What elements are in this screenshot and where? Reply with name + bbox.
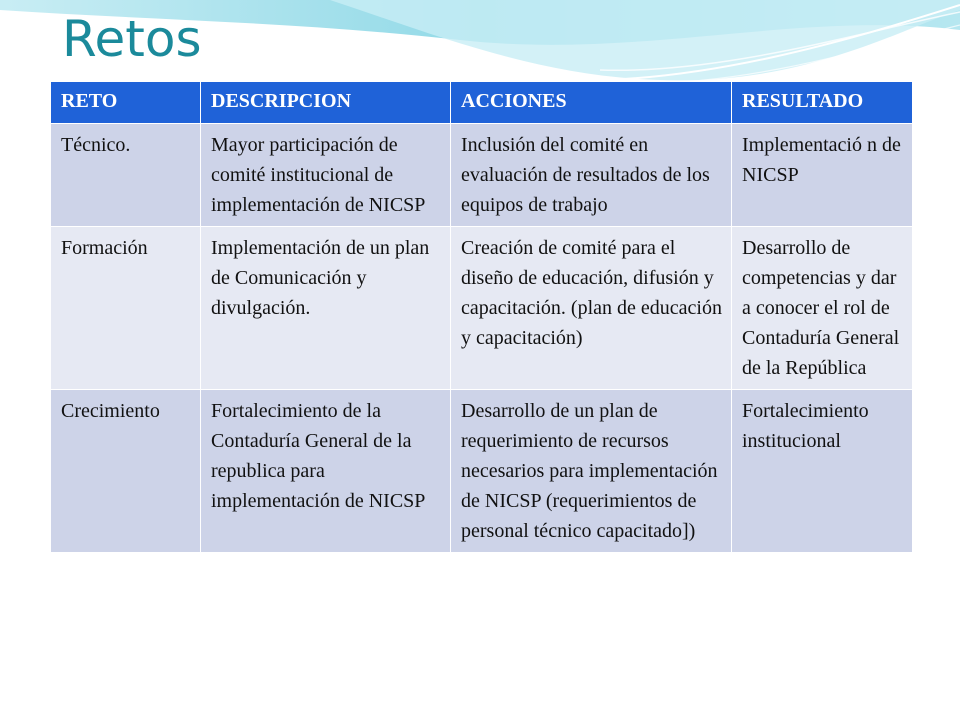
table-header-row [51, 82, 913, 124]
table-row [51, 390, 913, 553]
header-descripcion: DESCRIPCION [201, 82, 451, 124]
cell-acciones: Inclusión del comité en evaluación de resultados de los equipos de trabajo [451, 124, 732, 227]
cell-reto: Crecimiento [51, 390, 201, 553]
header-acciones: ACCIONES [451, 82, 732, 124]
table-row [51, 227, 913, 390]
cell-resultado: Implementació n de NICSP [732, 124, 913, 227]
slide-title: Retos [62, 10, 202, 68]
header-reto: RETO [51, 82, 201, 124]
cell-descripcion: Fortalecimiento de la Contaduría General de la republica para implementación de NICSP [201, 390, 451, 553]
retos-table [50, 81, 913, 553]
cell-acciones: Creación de comité para el diseño de educación, difusión y capacitación. (plan de educación y capacitación) [451, 227, 732, 390]
cell-reto: Formación [51, 227, 201, 390]
cell-descripcion: Implementación de un plan de Comunicación y divulgación. [201, 227, 451, 390]
cell-reto: Técnico. [51, 124, 201, 227]
cell-descripcion: Mayor participación de comité institucional de implementación de NICSP [201, 124, 451, 227]
cell-resultado: Desarrollo de competencias y dar a conocer el rol de Contaduría General de la República [732, 227, 913, 390]
table-row [51, 124, 913, 227]
header-resultado: RESULTADO [732, 82, 913, 124]
cell-acciones: Desarrollo de un plan de requerimiento de recursos necesarios para implementación de NICSP (requerimientos de personal técnico capacitado]) [451, 390, 732, 553]
cell-resultado: Fortalecimiento institucional [732, 390, 913, 553]
